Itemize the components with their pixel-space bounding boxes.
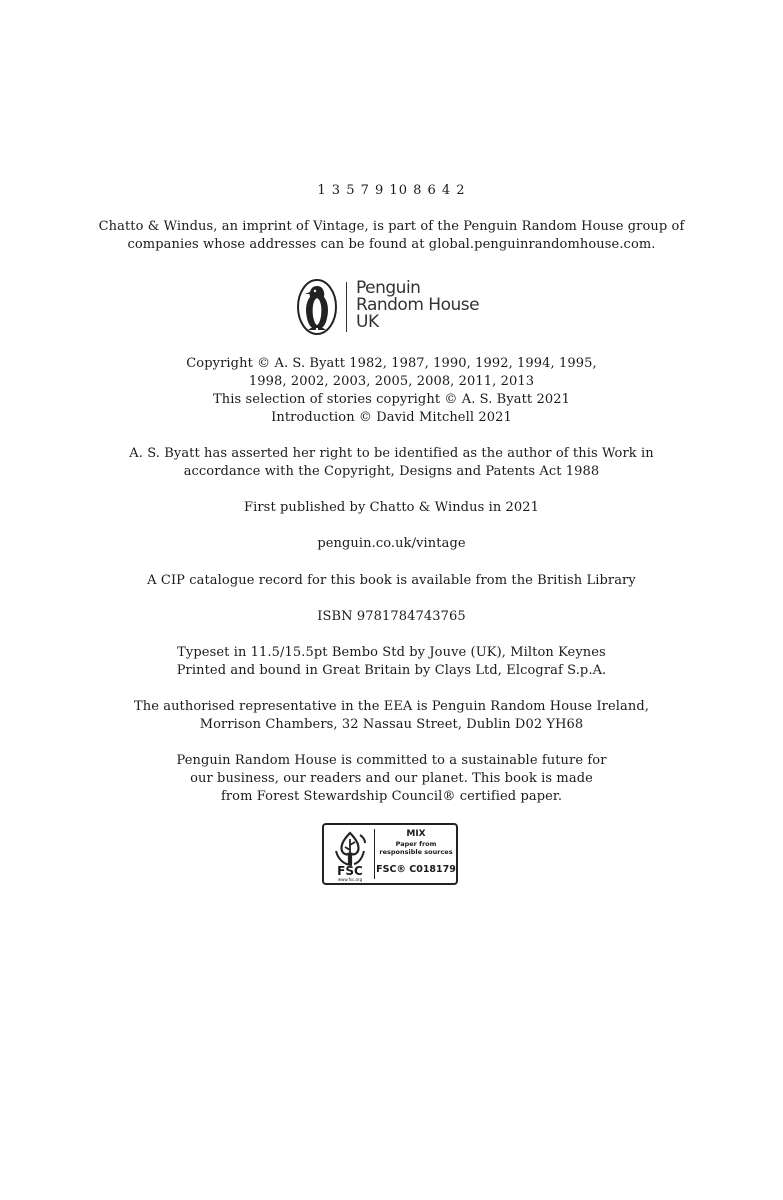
sustainability-statement [0,752,783,806]
fsc-website: www.fsc.org [337,877,363,882]
fsc-label [376,829,456,876]
penguin-icon [296,278,338,336]
fsc-abbreviation: FSC [337,864,363,878]
fsc-logo [322,823,458,885]
copyright-line: Copyright © A. S. Byatt 1982, 1987, 1990, 1992, 1994, 1995, [186,356,597,371]
fsc-tree-icon [330,829,370,869]
typeset-info [0,644,783,680]
sustainability-line: Penguin Random House is committed to a sustainable future for [176,753,607,768]
copyright-notice [0,355,783,427]
sustainability-line: from Forest Stewardship Council® certified paper. [220,789,563,804]
isbn: ISBN 9781784743765 [317,609,466,624]
publisher-website: penguin.co.uk/vintage [317,536,466,551]
moral-rights [0,445,783,481]
penguin-random-house-logo [296,278,496,336]
logo-separator [346,282,347,332]
fsc-mix: MIX [406,829,426,839]
eea-representative [0,698,783,734]
fsc-code: FSC® C018179 [376,864,456,875]
copyright-line: This selection of stories copyright © A. S. Byatt 2021 [213,392,570,407]
first-published: First published by Chatto & Windus in 2021 [243,500,540,515]
wordmark-line: UK [356,312,379,332]
copyright-line: 1998, 2002, 2003, 2005, 2008, 2011, 2013 [248,374,535,389]
eea-line: The authorised representative in the EEA is Penguin Random House Ireland, [133,699,650,714]
cip-record: A CIP catalogue record for this book is available from the British Library [147,573,636,588]
imprint-note-line: companies whose addresses can be found at global.penguinrandomhouse.com. [127,237,656,252]
print-line: 1 3 5 7 9 10 8 6 4 2 [317,183,466,198]
eea-line: Morrison Chambers, 32 Nassau Street, Dublin D02 YH68 [199,717,584,732]
imprint-note-line: Chatto & Windus, an imprint of Vintage, is part of the Penguin Random House group of [98,219,685,234]
wordmark-line: Random House [356,295,480,315]
moral-rights-line: accordance with the Copyright, Designs and Patents Act 1988 [183,464,600,479]
typeset-line: Typeset in 11.5/15.5pt Bembo Std by Jouve (UK), Milton Keynes [177,645,606,660]
fsc-sub-line: Paper from [395,840,437,848]
wordmark-line: Penguin [356,278,421,298]
imprint-note [0,218,783,254]
fsc-divider [374,829,375,879]
moral-rights-line: A. S. Byatt has asserted her right to be identified as the author of this Work in [129,446,654,461]
publisher-wordmark [356,280,479,331]
copyright-line: Introduction © David Mitchell 2021 [271,410,512,425]
fsc-sub-line: responsible sources [379,848,453,856]
typeset-line: Printed and bound in Great Britain by Clays Ltd, Elcograf S.p.A. [176,663,607,678]
sustainability-line: our business, our readers and our planet. This book is made [190,771,593,786]
